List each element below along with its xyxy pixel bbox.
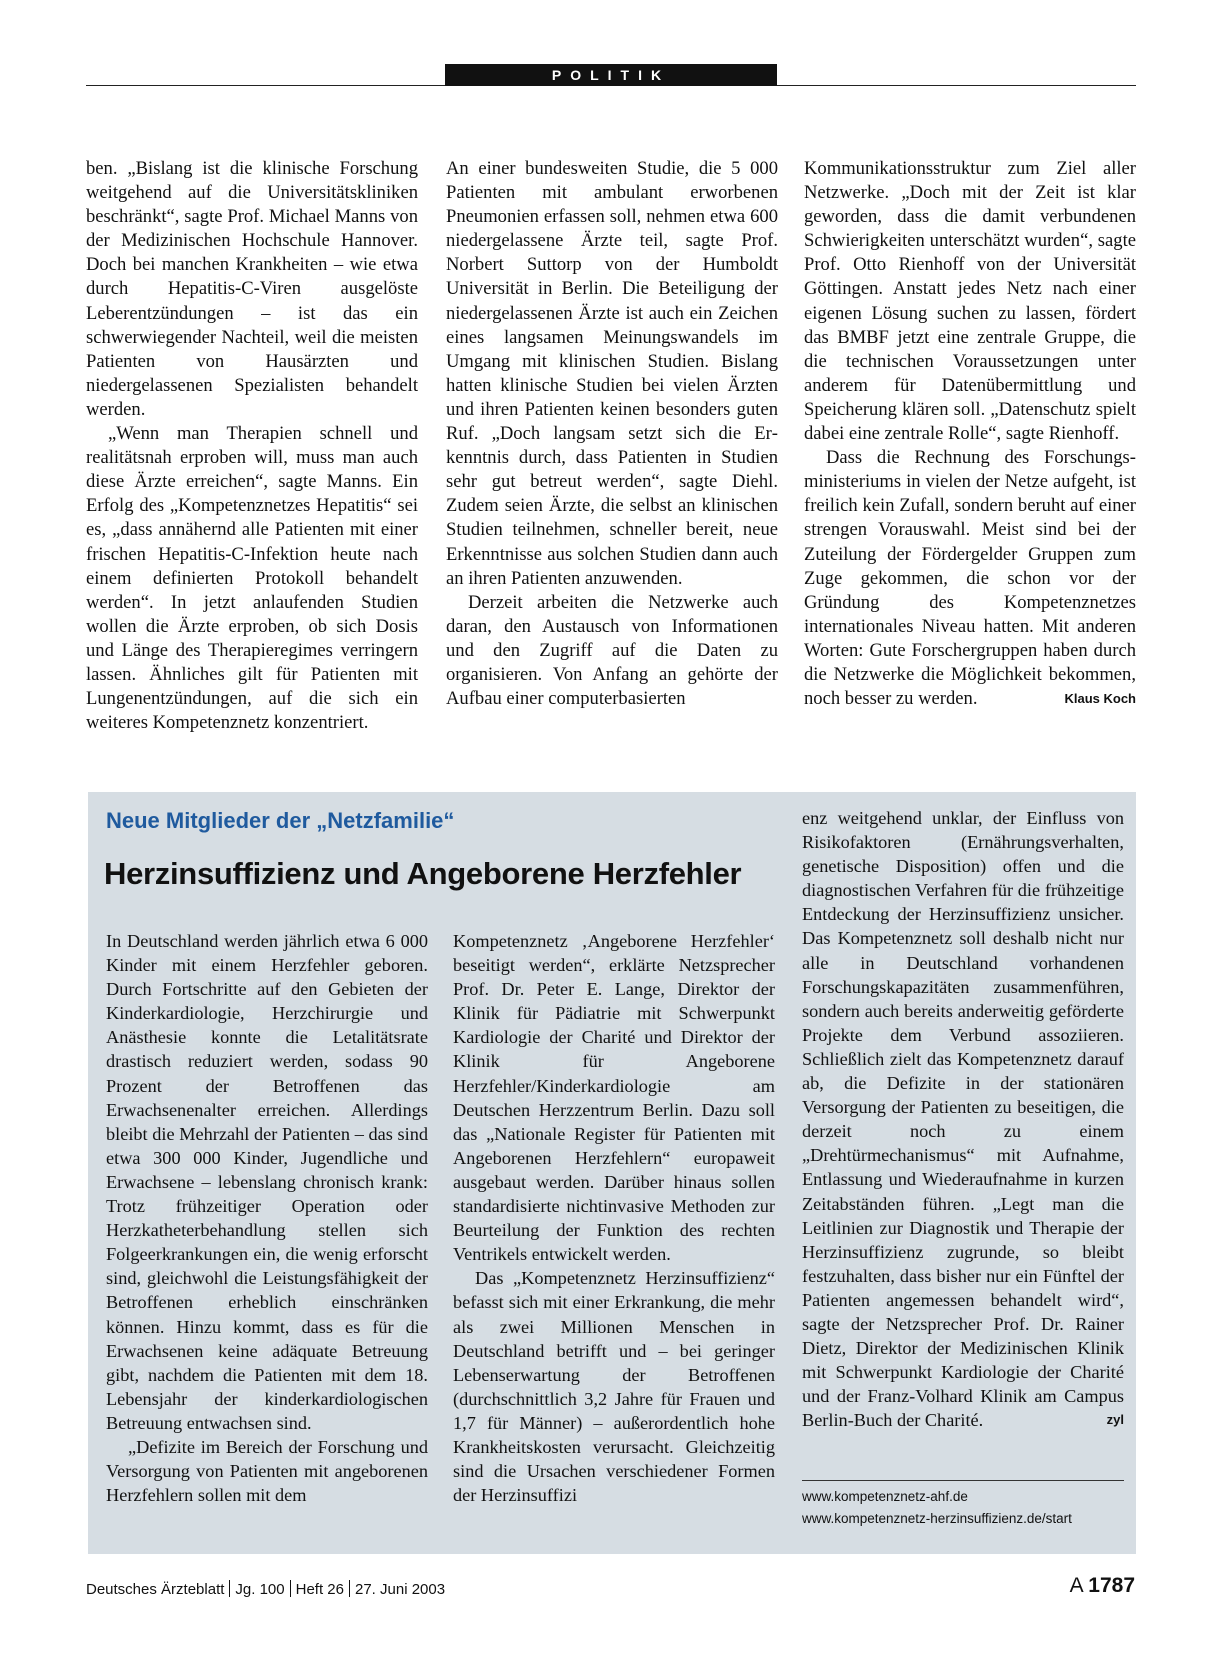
links-list xyxy=(802,1486,1132,1530)
journal-issue: Heft 26 xyxy=(295,1581,344,1598)
article-paragraph: „Wenn man Therapien schnell und realitätsnah erproben will, muss man auch diese Ärzte erreichen“, sagte Manns. Ein Erfolg des „Kompetenznetzes Hepatitis“ sei es, „dass annähernd alle Patienten mit einer frischen Hepatitis-C-Infektion heute nach einem definierten Protokoll behandelt werden“. In jetzt anlaufenden Studien wollen die Ärzte erproben, ob sich Dosis und Länge des Therapieregimes verringern lassen. Ähnliches gilt für Patienten mit Lungenentzündungen, auf die sich ein weiteres Kompetenznetz konzentriert. xyxy=(86,423,418,734)
footer-citation xyxy=(86,1580,445,1598)
box-paragraph: In Deutschland werden jährlich etwa 6 000 Kinder mit einem Herzfehler geboren. Durch Fortschritte auf den Gebieten der Kinderkardiologie, Herzchirurgie und Anästhesie konnte die Letalitätsrate drastisch reduziert werden, sodass 90 Prozent der Betroffenen das Erwachsenenalter erreichen. Allerdings bleibt die Mehrzahl der Patienten – das sind etwa 300 000 Kinder, Jugendliche und Erwachsene – lebenslang chronisch krank: Trotz frühzeitiger Operation oder Herzkatheterbehandlung stellen sich Folgeerkrankungen ein, die wenig erforscht sind, gleichwohl die Leistungsfähigkeit der Betroffenen erheblich einschränken können. Hinzu kommt, dass es für die Erwachsenen keine adäquate Betreuung gibt, nachdem die Patienten mit dem 18. Lebensjahr der kinderkardiologischen Betreuung entwachsen sind. xyxy=(106,931,428,1433)
footer-separator xyxy=(349,1580,350,1597)
author-initials: zyl xyxy=(1106,1412,1124,1428)
box-paragraph: Das „Kompetenznetz Herzinsuffizienz“ befasst sich mit einer Erkrankung, die mehr als zwei Millionen Menschen in Deutschland betrifft und – bei geringer Lebenserwartung der Betroffenen (durchschnittlich 3,2 Jahre für Frauen und 1,7 für Männer) – außerordentlich hohe Krankheitskosten verursacht. Gleichzeitig sind die Ursachen verschiedener Formen der Herzinsuffizi xyxy=(453,1268,775,1506)
article-column-2 xyxy=(446,157,778,711)
box-column-1 xyxy=(106,929,428,1507)
article-paragraph-text: Dass die Rechnung des Forschungsministeriums in vielen der Netze aufgeht, ist freilich kein Zufall, sondern beruht auf einer strengen Vorauswahl. Meist sind bei der Zuteilung der Fördergelder Gruppen zum Zuge gekommen, die schon vor der Gründung des Kompetenznetzes internationales Niveau hatten. Mit anderen Worten: Gute Forschergruppen haben durch die Netzwerke die Möglichkeit bekommen, noch besser zu werden. xyxy=(804,447,1136,710)
author-byline: Klaus Koch xyxy=(1064,691,1136,707)
article-paragraph: ben. „Bislang ist die klinische Forschung weitgehend auf die Universitätskliniken beschränkt“, sagte Prof. Michael Manns von der Medizinischen Hochschule Hannover. Doch bei manchen Krankheiten – wie etwa durch Hepatitis-C-Viren ausgelöste Leberentzündungen – ist das ein schwerwiegender Nachteil, weil die meisten Patienten von Hausärzten und niedergelassenen Spezialisten behandelt werden. xyxy=(86,158,418,420)
box-paragraph: Kompetenznetz ‚Angeborene Herzfehler‘ beseitigt werden“, erklärte Netzsprecher Prof. Dr. Peter E. Lange, Direktor der Klinik für Pädiatrie mit Schwerpunkt Kardiologie der Charité und Direktor der Klinik für Angeborene Herzfehler/Kinderkardiologie am Deutschen Herzzentrum Berlin. Dazu soll das „Nationale Register für Patienten mit Angeborenen Herzfehlern“ europaweit ausgebaut werden. Darüber hinaus sollen standardisierte nichtinvasive Methoden zur Beurteilung der Funktion des rechten Ventrikels entwickelt werden. xyxy=(453,931,775,1265)
box-column-3 xyxy=(802,806,1124,1432)
box-kicker: Neue Mitglieder der „Netzfamilie“ xyxy=(106,808,455,833)
links-divider xyxy=(802,1480,1124,1481)
box-title: Herzinsuffizienz und Angeborene Herzfehler xyxy=(104,856,742,891)
article-paragraph: Derzeit arbeiten die Netzwerke auch daran, den Austausch von Informationen und den Zugriff auf die Daten zu organisieren. Von Anfang an gehörte der Aufbau einer computerbasierten xyxy=(446,591,778,710)
article-column-3 xyxy=(804,157,1136,711)
box-paragraph-text: enz weitgehend unklar, der Einfluss von Risikofaktoren (Ernährungsverhalten, genetische Disposition) offen und die diagnostischen Verfahren für die frühzeitige Entdeckung der Herzinsuffizienz unsicher. Das Kompetenznetz soll deshalb nicht nur alle in Deutschland vorhandenen Forschungskapazitäten zusammenführen, sondern auch bereits anderweitig geförderte Projekte dem Verbund assoziieren. Schließlich zielt das Kompetenznetz darauf ab, die Defizite in der stationären Versorgung der Patienten zu beseitigen, die derzeit noch zu einem „Drehtürmechanismus“ mit Aufnahme, Entlassung und Wiederaufnahme in kurzen Zeitabständen führen. „Legt man die Leitlinien zur Diagnostik und Therapie der Herzinsuffizienz zugrunde, so bleibt festzuhalten, dass bisher nur ein Fünftel der Patienten angemessen behandelt wird“, sagte der Netzsprecher Prof. Dr. Rainer Dietz, Direktor der Medizinischen Klinik mit Schwerpunkt Kardiologie der Charité und der Franz-Volhard Klinik am Campus Berlin-Buch der Charité. xyxy=(802,808,1124,1431)
box-column-2 xyxy=(453,929,775,1507)
section-label: POLITIK xyxy=(445,64,777,86)
article-paragraph xyxy=(804,446,1136,711)
article-column-1 xyxy=(86,157,418,735)
journal-date: 27. Juni 2003 xyxy=(355,1581,446,1598)
footer-separator xyxy=(290,1580,291,1597)
article-paragraph: Kommunikationsstruktur zum Ziel aller Netzwerke. „Doch mit der Zeit ist klar geworden, dass die damit verbundenen Schwierigkeiten unterschätzt wurden“, sagte Prof. Otto Rienhoff von der Universität Göttingen. Anstatt jedes Netz nach einer eigenen Lösung suchen zu lassen, fördert das BMBF jetzt eine zentrale Gruppe, die die technischen Voraussetzungen unter anderem für Datenübermittlung und Speicherung klären soll. „Datenschutz spielt dabei eine zentrale Rolle“, sagte Rienhoff. xyxy=(804,158,1136,445)
link-ahf[interactable]: www.kompetenznetz-ahf.de xyxy=(802,1489,968,1504)
journal-volume: Jg. 100 xyxy=(235,1581,285,1598)
page-prefix: A xyxy=(1069,1574,1083,1597)
page-number-value: 1787 xyxy=(1088,1574,1135,1597)
journal-name: Deutsches Ärzteblatt xyxy=(86,1581,225,1598)
footer-separator xyxy=(229,1580,230,1597)
box-paragraph: „Defizite im Bereich der Forschung und Versorgung von Patienten mit angeborenen Herzfehlern sollen mit dem xyxy=(106,1436,428,1506)
link-herzinsuffizienz[interactable]: www.kompetenznetz-herzinsuffizienz.de/start xyxy=(802,1511,1072,1526)
page-number xyxy=(1070,1574,1135,1598)
article-paragraph: An einer bundesweiten Studie, die 5 000 Patienten mit ambulant erworbenen Pneumonien erfassen soll, nehmen etwa 600 niedergelassene Ärzte teil, sagte Prof. Norbert Suttorp von der Humboldt Universität in Berlin. Die Beteiligung der niedergelassenen Ärzte ist auch ein Zeichen eines langsamen Meinungswandels im Umgang mit klinischen Studien. Bislang hatten klinische Studien bei vielen Ärzten und ihren Patienten keinen besonders guten Ruf. „Doch langsam setzt sich die Erkenntnis durch, dass Patienten in Studien sehr gut betreut werden“, sagte Diehl. Zudem seien Ärzte, die selbst an klinischen Studien teilnehmen, schneller bereit, neue Erkenntnisse aus solchen Studien dann auch an ihren Patienten anzuwenden. xyxy=(446,158,778,589)
box-paragraph xyxy=(802,806,1124,1432)
